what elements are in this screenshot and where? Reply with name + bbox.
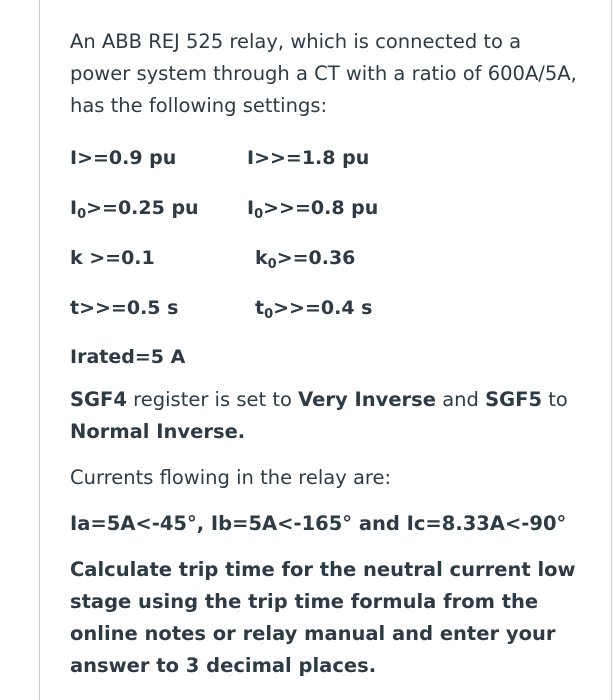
setting-text: I>>=1.8 pu — [247, 146, 370, 169]
normal-inverse-label: Normal Inverse. — [70, 420, 246, 443]
settings-row — [70, 184, 585, 234]
settings-table — [70, 134, 585, 334]
setting-text: k >=0.1 — [70, 246, 155, 269]
setting-text: t — [255, 296, 265, 319]
sgf-text: register is set to — [126, 388, 299, 411]
setting-text: I — [70, 196, 78, 219]
setting-t0-high — [247, 297, 372, 322]
question-text: Calculate trip time for the neutral current low stage using the trip time formula from the online notes or relay manual and enter your answer to 3 decimal places. — [70, 558, 576, 677]
setting-text: >=0.25 pu — [86, 196, 199, 219]
setting-k0 — [247, 247, 355, 272]
currents-values: Ia=5A<-45°, Ib=5A<-165° and Ic=8.33A<-90° — [70, 512, 567, 535]
setting-subscript: 0 — [254, 206, 264, 222]
question-content — [70, 26, 585, 682]
setting-k — [70, 247, 247, 272]
setting-i-low — [70, 147, 247, 172]
sgf5-label: SGF5 — [485, 388, 543, 411]
currents-intro: Currents flowing in the relay are: — [70, 466, 392, 489]
sgf-text: to — [542, 388, 568, 411]
setting-t-high — [70, 297, 247, 322]
sgf4-label: SGF4 — [70, 388, 127, 411]
intro-text: An ABB REJ 525 relay, which is connected to a power system through a CT with a ratio of 600A/5A, has the following settings: — [70, 30, 577, 117]
rated-current: Irated=5 A — [70, 346, 186, 368]
sgf-register-text — [70, 384, 585, 448]
setting-text: t>>=0.5 s — [70, 296, 179, 319]
setting-text: k — [255, 246, 268, 269]
setting-text: >=0.36 — [276, 246, 356, 269]
sgf-text: and — [436, 388, 486, 411]
setting-subscript: 0 — [267, 256, 277, 272]
settings-row — [70, 134, 585, 184]
setting-text: >>=0.4 s — [273, 296, 373, 319]
question-card — [39, 0, 612, 700]
setting-subscript: 0 — [264, 306, 274, 322]
setting-text: >>=0.8 pu — [263, 196, 379, 219]
setting-text: I>=0.9 pu — [70, 146, 177, 169]
setting-text: I — [247, 196, 255, 219]
setting-i0-low — [70, 197, 247, 222]
setting-subscript: 0 — [77, 206, 87, 222]
very-inverse-label: Very Inverse — [298, 388, 436, 411]
settings-row — [70, 284, 585, 334]
setting-i-high — [247, 147, 369, 172]
settings-row — [70, 234, 585, 284]
setting-i0-high — [247, 197, 378, 222]
